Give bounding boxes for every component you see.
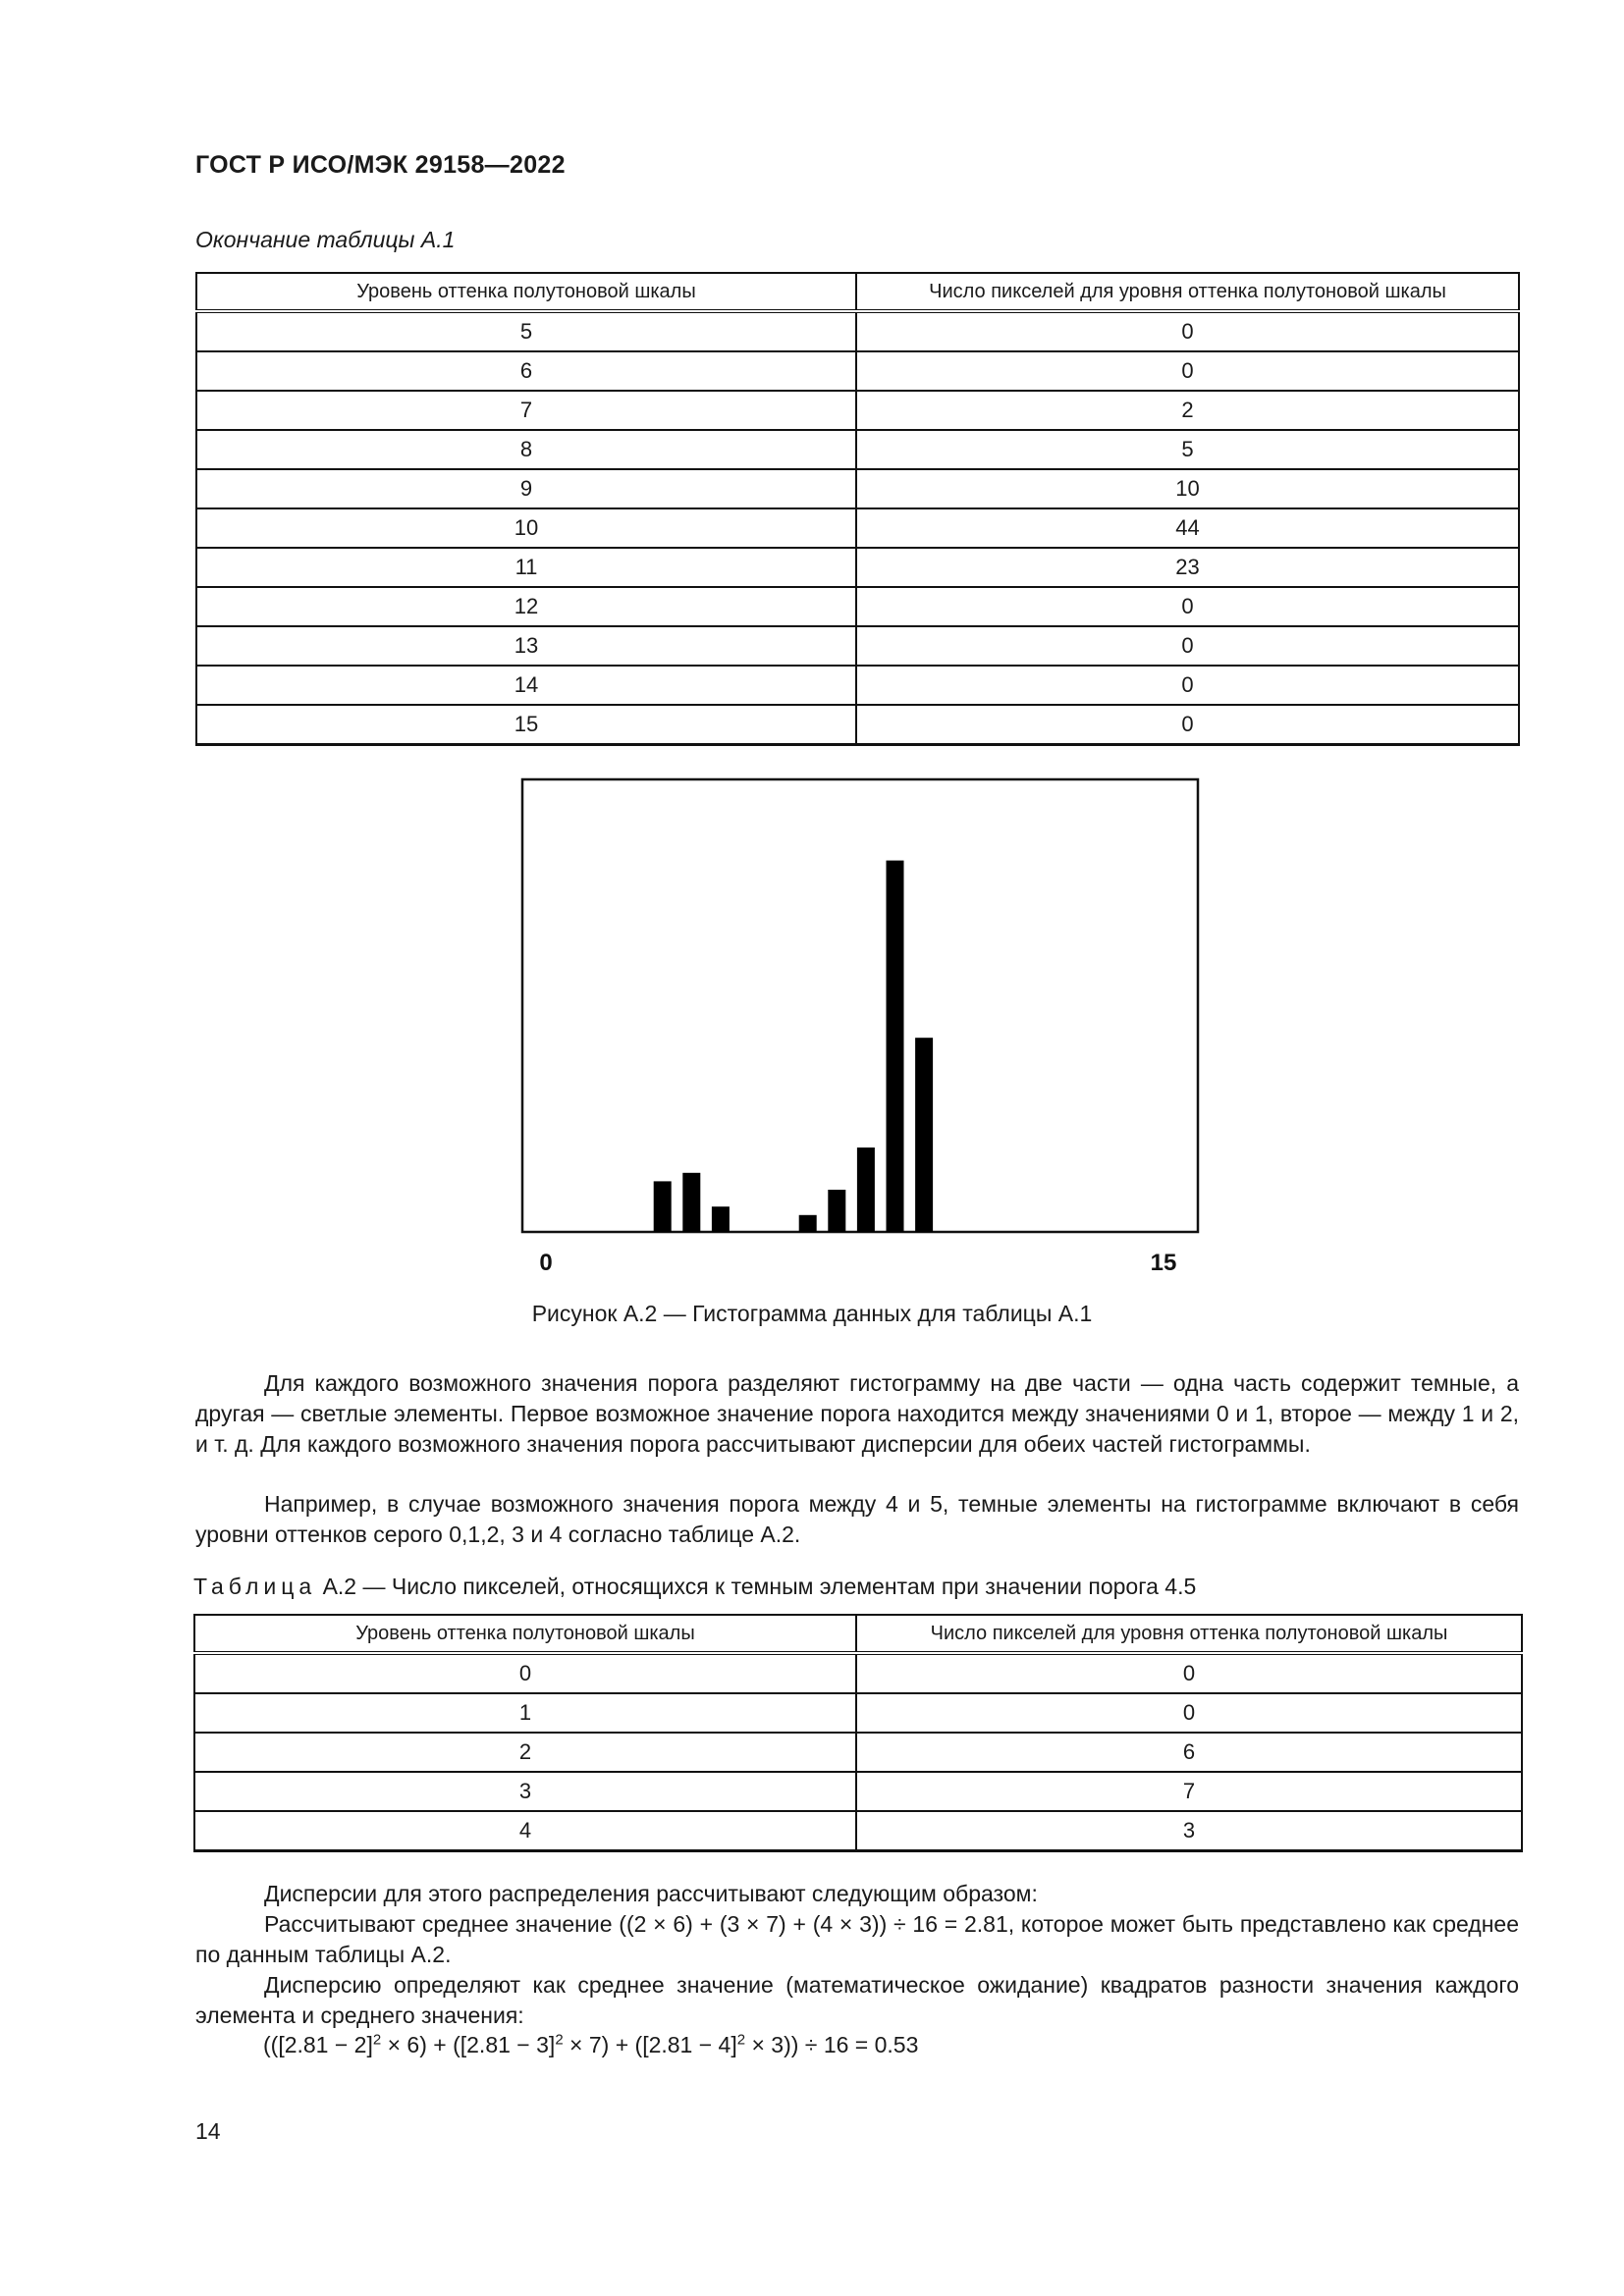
pixel-count-cell: 0 bbox=[856, 626, 1519, 666]
paragraph: Дисперсии для этого распределения рассчитывают следующим образом: bbox=[264, 1881, 1038, 1906]
table-row bbox=[196, 587, 1519, 626]
table-row bbox=[194, 1772, 1522, 1811]
table-row bbox=[194, 1811, 1522, 1851]
pixel-count-cell: 0 bbox=[856, 587, 1519, 626]
table-label: Таблица bbox=[193, 1574, 317, 1599]
pixel-count-cell: 2 bbox=[856, 391, 1519, 430]
gray-level-cell: 3 bbox=[194, 1772, 856, 1811]
pixel-count-cell: 5 bbox=[856, 430, 1519, 469]
table-title-text: А.2 — Число пикселей, относящихся к темным элементам при значении порога 4.5 bbox=[316, 1574, 1197, 1599]
formula-exponent: 2 bbox=[555, 2031, 564, 2049]
histogram-bar-11 bbox=[915, 1038, 933, 1232]
gray-level-cell: 9 bbox=[196, 469, 856, 508]
column-header: Число пикселей для уровня оттенка полутоновой шкалы bbox=[856, 1615, 1522, 1653]
gray-level-cell: 6 bbox=[196, 351, 856, 391]
pixel-count-cell: 0 bbox=[856, 1693, 1522, 1733]
table-row bbox=[196, 351, 1519, 391]
table-row bbox=[194, 1733, 1522, 1772]
formula-part: × 7) + ([2.81 − 4] bbox=[563, 2032, 737, 2057]
column-header: Уровень оттенка полутоновой шкалы bbox=[196, 273, 856, 311]
pixel-count-cell: 7 bbox=[856, 1772, 1522, 1811]
table-a2-title bbox=[193, 1574, 1196, 1600]
histogram-bar-4 bbox=[712, 1206, 730, 1232]
column-header: Уровень оттенка полутоновой шкалы bbox=[194, 1615, 856, 1653]
table-row bbox=[194, 1653, 1522, 1693]
variance-formula bbox=[263, 2032, 918, 2058]
column-header: Число пикселей для уровня оттенка полутоновой шкалы bbox=[856, 273, 1519, 311]
formula-part: × 6) + ([2.81 − 3] bbox=[381, 2032, 556, 2057]
figure-caption: Рисунок А.2 — Гистограмма данных для таблицы А.1 bbox=[531, 1301, 1093, 1326]
gray-level-cell: 10 bbox=[196, 508, 856, 548]
x-tick-label-max: 15 bbox=[1150, 1250, 1177, 1276]
histogram-bar-2 bbox=[654, 1181, 672, 1232]
pixel-count-cell: 23 bbox=[856, 548, 1519, 587]
gray-level-cell: 8 bbox=[196, 430, 856, 469]
table-header-row bbox=[194, 1615, 1522, 1653]
pixel-count-cell: 0 bbox=[856, 705, 1519, 745]
pixel-count-cell: 10 bbox=[856, 469, 1519, 508]
table-row bbox=[196, 311, 1519, 351]
formula-part: × 3)) ÷ 16 = 0.53 bbox=[745, 2032, 919, 2057]
histogram-bar-10 bbox=[887, 861, 904, 1232]
table-row bbox=[196, 430, 1519, 469]
formula-part: (([2.81 − 2] bbox=[263, 2032, 373, 2057]
paragraph: Рассчитывают среднее значение ((2 × 6) + (3 × 7) + (4 × 3)) ÷ 16 = 2.81, которое может быть представлено как среднее по данным таблицы А.2. bbox=[195, 1911, 1519, 1967]
histogram-bar-8 bbox=[828, 1190, 845, 1232]
table-row bbox=[196, 626, 1519, 666]
table-body bbox=[194, 1653, 1522, 1851]
table-row bbox=[196, 508, 1519, 548]
document-header: ГОСТ Р ИСО/МЭК 29158—2022 bbox=[195, 151, 566, 179]
paragraph: Для каждого возможного значения порога разделяют гистограмму на две части — одна часть содержит темные, а другая — светлые элементы. Первое возможное значение порога находится между значениями 0 и 1, второе — между 1 и 2, и т. д. Для каждого возможного значения порога рассчитывают дисперсии для обеих частей гистограммы. bbox=[195, 1370, 1519, 1457]
pixel-count-cell: 0 bbox=[856, 311, 1519, 351]
gray-level-cell: 0 bbox=[194, 1653, 856, 1693]
table-continuation-caption: Окончание таблицы А.1 bbox=[195, 227, 456, 252]
pixel-count-cell: 3 bbox=[856, 1811, 1522, 1851]
x-tick-label-min: 0 bbox=[539, 1250, 553, 1276]
histogram-bar-3 bbox=[682, 1173, 700, 1232]
page-number: 14 bbox=[195, 2118, 221, 2144]
histogram-bar-7 bbox=[799, 1215, 817, 1232]
table-row bbox=[194, 1693, 1522, 1733]
paragraph: Например, в случае возможного значения порога между 4 и 5, темные элементы на гистограмме включают в себя уровни оттенков серого 0,1,2, 3 и 4 согласно таблице А.2. bbox=[195, 1491, 1519, 1547]
table-body bbox=[196, 311, 1519, 745]
pixel-count-cell: 0 bbox=[856, 351, 1519, 391]
gray-level-cell: 4 bbox=[194, 1811, 856, 1851]
gray-level-cell: 1 bbox=[194, 1693, 856, 1733]
table-row bbox=[196, 391, 1519, 430]
table-row bbox=[196, 469, 1519, 508]
pixel-count-cell: 44 bbox=[856, 508, 1519, 548]
table-row bbox=[196, 705, 1519, 745]
pixel-count-cell: 6 bbox=[856, 1733, 1522, 1772]
table-row bbox=[196, 548, 1519, 587]
gray-level-cell: 5 bbox=[196, 311, 856, 351]
gray-level-cell: 15 bbox=[196, 705, 856, 745]
histogram-chart bbox=[511, 766, 1218, 1276]
gray-level-cell: 11 bbox=[196, 548, 856, 587]
gray-level-cell: 12 bbox=[196, 587, 856, 626]
table-a2 bbox=[193, 1614, 1523, 1852]
pixel-count-cell: 0 bbox=[856, 666, 1519, 705]
table-a1 bbox=[195, 272, 1520, 746]
table-header-row bbox=[196, 273, 1519, 311]
gray-level-cell: 7 bbox=[196, 391, 856, 430]
formula-exponent: 2 bbox=[736, 2031, 746, 2049]
gray-level-cell: 14 bbox=[196, 666, 856, 705]
pixel-count-cell: 0 bbox=[856, 1653, 1522, 1693]
formula-exponent: 2 bbox=[372, 2031, 382, 2049]
gray-level-cell: 13 bbox=[196, 626, 856, 666]
histogram-bar-9 bbox=[857, 1148, 875, 1232]
bar-series bbox=[654, 861, 933, 1232]
gray-level-cell: 2 bbox=[194, 1733, 856, 1772]
paragraph: Дисперсию определяют как среднее значение (математическое ожидание) квадратов разности значения каждого элемента и среднего значения: bbox=[195, 1972, 1519, 2028]
table-row bbox=[196, 666, 1519, 705]
